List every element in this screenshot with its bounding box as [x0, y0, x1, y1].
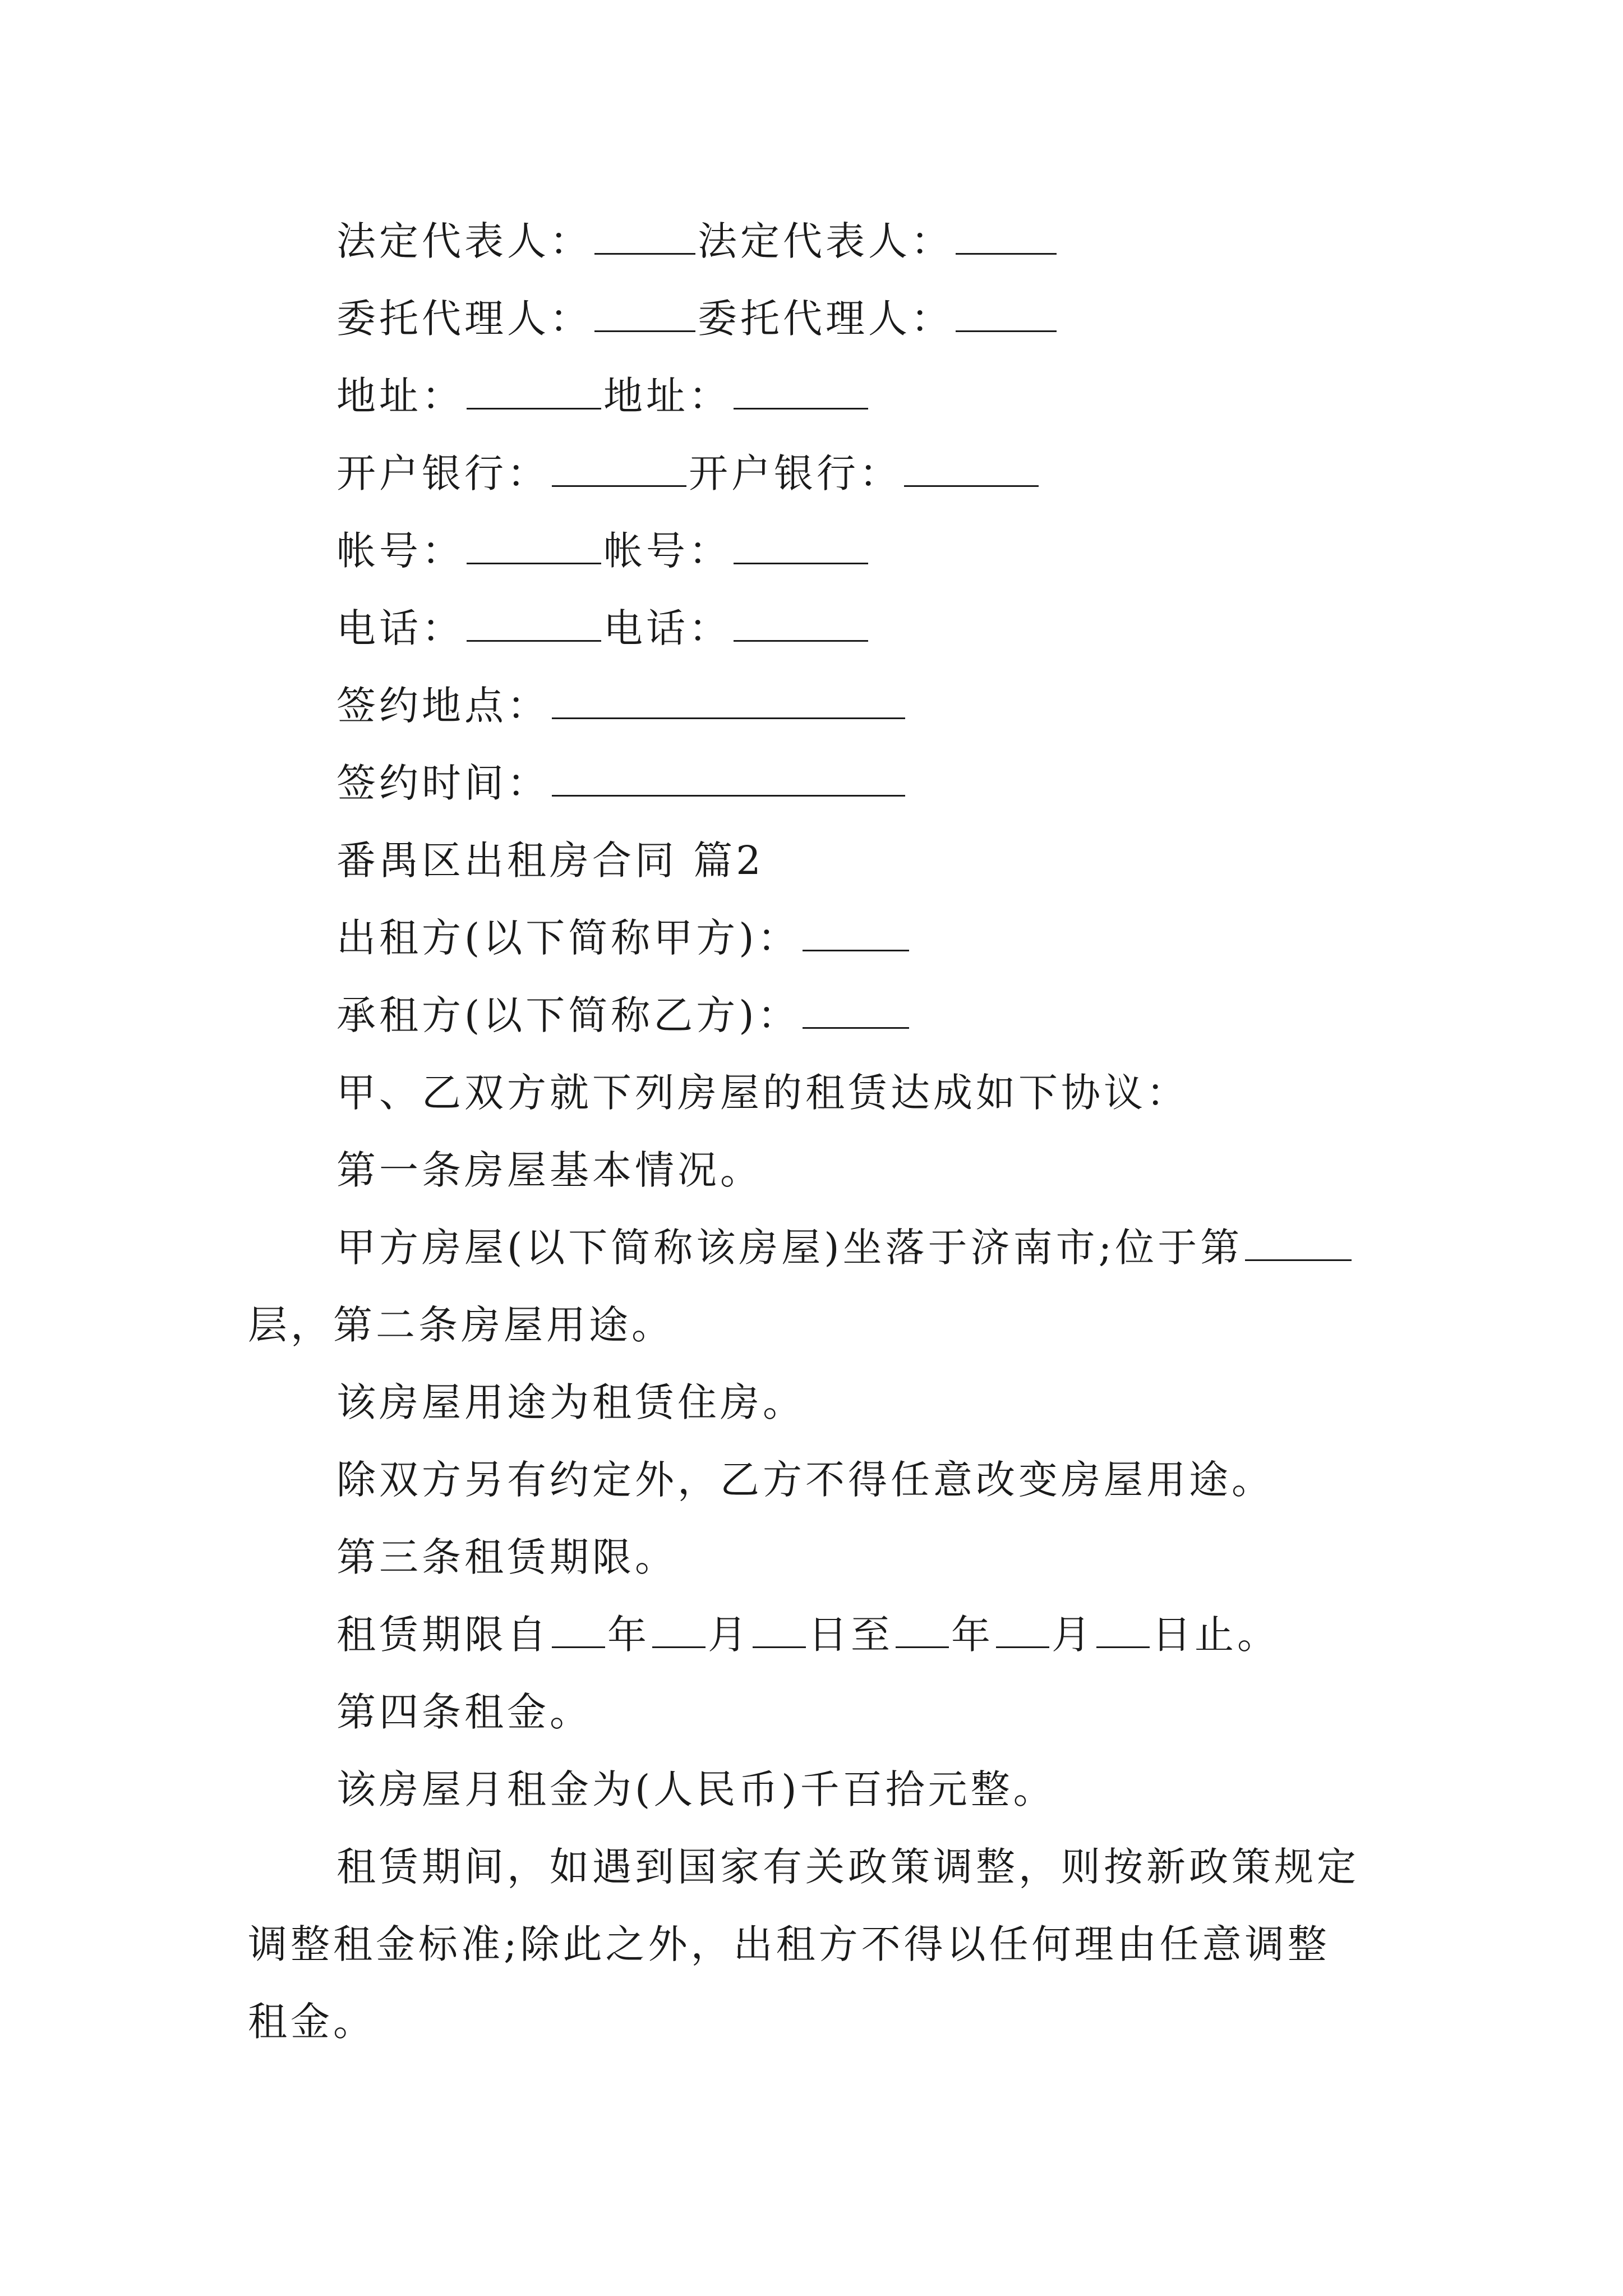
legal-rep-line — [336, 213, 1059, 269]
term-month1-blank — [652, 1612, 706, 1648]
term-year1: 年 — [607, 1612, 650, 1658]
article2-text1-text: 该房屋用途为租赁住房。 — [336, 1379, 805, 1425]
sign-place-label: 签约地点： — [336, 683, 550, 729]
rent-adjust-line2 — [248, 1916, 1330, 1972]
bank-blank-b — [904, 450, 1039, 487]
agent-blank-b — [956, 296, 1057, 332]
term-year2-blank — [896, 1612, 949, 1648]
article1-text-b: 层，第二条房屋用途。 — [248, 1302, 674, 1348]
legal-rep-blank-a — [594, 218, 695, 255]
article2-text2-text: 除双方另有约定外，乙方不得任意改变房屋用途。 — [336, 1457, 1274, 1503]
article2-text1 — [336, 1374, 805, 1430]
address-blank-b — [734, 373, 868, 409]
term-month2-blank — [996, 1612, 1049, 1648]
rent-adjust-line1 — [336, 1839, 1359, 1895]
article3-title — [336, 1529, 677, 1585]
rent-adjust-line1-text: 租赁期间，如遇到国家有关政策调整，则按新政策规定 — [336, 1844, 1359, 1890]
term-month1: 月 — [708, 1612, 750, 1658]
agreement-intro — [336, 1065, 1189, 1121]
rent-amount-text: 该房屋月租金为(人民币)千百拾元整。 — [336, 1766, 1056, 1812]
rent-adjust-line3-text: 租金。 — [248, 1999, 376, 2045]
agent-blank-a — [594, 296, 695, 332]
legal-rep-label-a: 法定代表人： — [336, 218, 592, 264]
floor-blank — [1245, 1225, 1352, 1261]
account-line — [336, 523, 870, 579]
sign-place-line — [336, 678, 907, 734]
article4-title-text: 第四条租金。 — [336, 1689, 592, 1735]
article3-title-text: 第三条租赁期限。 — [336, 1534, 677, 1580]
term-day1: 日至 — [808, 1612, 893, 1658]
agent-line — [336, 291, 1059, 347]
article1-text-line2 — [248, 1297, 674, 1353]
agent-label-b: 委托代理人： — [698, 296, 953, 342]
sign-place-blank — [552, 683, 905, 719]
agreement-intro-text: 甲、乙双方就下列房屋的租赁达成如下协议： — [336, 1070, 1189, 1116]
lessee-label: 承租方(以下简称乙方)： — [336, 992, 800, 1038]
address-line — [336, 368, 870, 424]
term-year2: 年 — [951, 1612, 994, 1658]
lessee-blank — [803, 992, 909, 1029]
bank-line — [336, 445, 1041, 501]
article1-text-a: 甲方房屋(以下简称该房屋)坐落于济南市;位于第 — [336, 1225, 1243, 1271]
legal-rep-label-b: 法定代表人： — [698, 218, 953, 264]
bank-blank-a — [552, 450, 686, 487]
lessor-blank — [803, 915, 909, 951]
bank-label-b: 开户银行： — [689, 450, 902, 496]
address-blank-a — [467, 373, 601, 409]
article4-title — [336, 1684, 592, 1740]
account-blank-b — [734, 528, 868, 564]
legal-rep-blank-b — [956, 218, 1057, 255]
article2-text2 — [336, 1452, 1274, 1508]
article1-title — [336, 1142, 763, 1198]
account-label-a: 帐号： — [336, 528, 464, 574]
lessor-label: 出租方(以下简称甲方)： — [336, 915, 800, 961]
article1-title-text: 第一条房屋基本情况。 — [336, 1147, 763, 1193]
rent-amount — [336, 1761, 1056, 1818]
phone-blank-b — [734, 605, 868, 642]
term-year1-blank — [552, 1612, 605, 1648]
phone-label-a: 电话： — [336, 605, 464, 651]
account-label-b: 帐号： — [603, 528, 731, 574]
account-blank-a — [467, 528, 601, 564]
term-day2-blank — [1096, 1612, 1150, 1648]
sign-time-label: 签约时间： — [336, 760, 550, 806]
phone-line — [336, 600, 870, 656]
term-day1-blank — [753, 1612, 806, 1648]
bank-label-a: 开户银行： — [336, 450, 550, 496]
term-line — [336, 1607, 1280, 1663]
rent-adjust-line2-text: 调整租金标准;除此之外，出租方不得以任何理由任意调整 — [248, 1921, 1330, 1967]
section-title — [336, 832, 764, 889]
sign-time-blank — [552, 760, 905, 797]
address-label-b: 地址： — [603, 373, 731, 419]
term-month2: 月 — [1052, 1612, 1094, 1658]
agent-label-a: 委托代理人： — [336, 296, 592, 342]
address-label-a: 地址： — [336, 373, 464, 419]
article1-text-line1 — [336, 1220, 1354, 1276]
lessee-line — [336, 987, 911, 1043]
phone-blank-a — [467, 605, 601, 642]
phone-label-b: 电话： — [603, 605, 731, 651]
rent-adjust-line3 — [248, 1994, 376, 2050]
term-prefix: 租赁期限自 — [336, 1612, 550, 1658]
term-day2: 日止。 — [1152, 1612, 1280, 1658]
lessor-line — [336, 910, 911, 966]
section-title-text: 番禺区出租房合同 篇2 — [336, 838, 764, 884]
sign-time-line — [336, 755, 907, 811]
